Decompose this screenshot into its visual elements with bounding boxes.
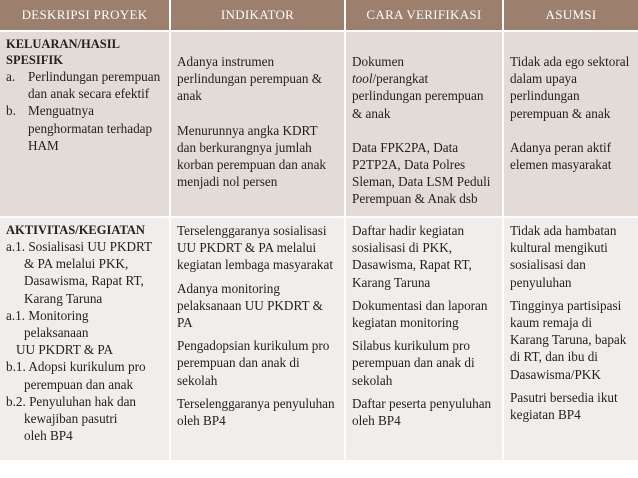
keluaran-list <box>6 68 164 154</box>
indikator-text: Terselenggaranya sosialisasi UU PKDRT & PA melalui kegiatan lembaga masyarakat <box>177 223 333 273</box>
verifikasi-text: Dokumentasi dan laporan kegiatan monitoring <box>352 297 488 331</box>
activity-item: b.2. Penyuluhan hak dan kewajiban pasutri oleh BP4 <box>6 393 137 444</box>
cell-deskripsi-keluaran <box>0 31 170 217</box>
section-title-aktivitas: AKTIVITAS/KEGIATAN <box>6 223 145 237</box>
verifikasi-text: Silabus kurikulum pro perempuan dan anak di sekolah <box>352 338 475 388</box>
indikator-text: Menurunnya angka KDRT dan berkurangnya jumlah korban perempuan dan anak menjadi nol persen <box>177 122 327 190</box>
table-row-aktivitas <box>0 217 638 460</box>
cell-deskripsi-aktivitas <box>0 217 170 460</box>
cell-indikator-aktivitas <box>170 217 345 460</box>
indikator-text: Adanya instrumen perlindungan perempuan & anak <box>177 54 323 104</box>
indikator-text: Adanya monitoring pelaksanaan UU PKDRT & PA <box>177 280 323 331</box>
asumsi-text: Tidak ada hambatan kultural mengikuti sosialisasi dan penyuluhan <box>510 223 617 290</box>
asumsi-text: Adanya peran aktif elemen masyarakat <box>510 139 612 173</box>
header-deskripsi: DESKRIPSI PROYEK <box>0 0 170 31</box>
verifikasi-text: Daftar hadir kegiatan sosialisasi di PKK, Dasawisma, Rapat RT, Karang Taruna <box>352 223 472 290</box>
verifikasi-text: Daftar peserta penyuluhan oleh BP4 <box>352 395 492 429</box>
cell-asumsi-keluaran <box>503 31 638 217</box>
list-item: a. Perlindungan perempuan dan anak secara efektif <box>6 69 161 102</box>
activity-item: a.1. Monitoring pelaksanaan UU PKDRT & PA <box>6 307 114 358</box>
table-row-keluaran <box>0 31 638 217</box>
cell-asumsi-aktivitas <box>503 217 638 460</box>
header-asumsi: ASUMSI <box>503 0 638 31</box>
asumsi-text: Pasutri bersedia ikut kegiatan BP4 <box>510 389 618 423</box>
list-item: b. Menguatnya penghormatan terhadap HAM <box>6 103 153 153</box>
cell-verifikasi-keluaran <box>345 31 503 217</box>
indikator-text: Terselenggaranya penyuluhan oleh BP4 <box>177 395 335 429</box>
section-title-keluaran: KELUARAN/HASIL SPESIFIK <box>6 37 120 67</box>
asumsi-text: Tingginya partisipasi kaum remaja di Karang Taruna, bapak di RT, dan ibu di Dasawisma/PKK <box>510 297 627 382</box>
cell-verifikasi-aktivitas <box>345 217 503 460</box>
header-row <box>0 0 638 31</box>
indikator-text: Pengadopsian kurikulum pro perempuan dan anak di sekolah <box>177 338 330 388</box>
header-indikator: INDIKATOR <box>170 0 345 31</box>
header-cara-verifikasi: CARA VERIFIKASI <box>345 0 503 31</box>
asumsi-text: Tidak ada ego sektoral dalam upaya perlindungan perempuan & anak <box>510 54 630 121</box>
activity-item: b.1. Adopsi kurikulum pro perempuan dan anak <box>6 359 146 392</box>
activity-item: a.1. Sosialisasi UU PKDRT & PA melalui PKK, Dasawisma, Rapat RT, Karang Taruna <box>6 239 153 306</box>
verifikasi-text: Data FPK2PA, Data P2TP2A, Data Polres Sleman, Data LSM Peduli Perempuan & Anak dsb <box>352 139 491 207</box>
verifikasi-text: Dokumen tool/perangkat perlindungan perempuan & anak <box>352 54 484 121</box>
cell-indikator-keluaran <box>170 31 345 217</box>
